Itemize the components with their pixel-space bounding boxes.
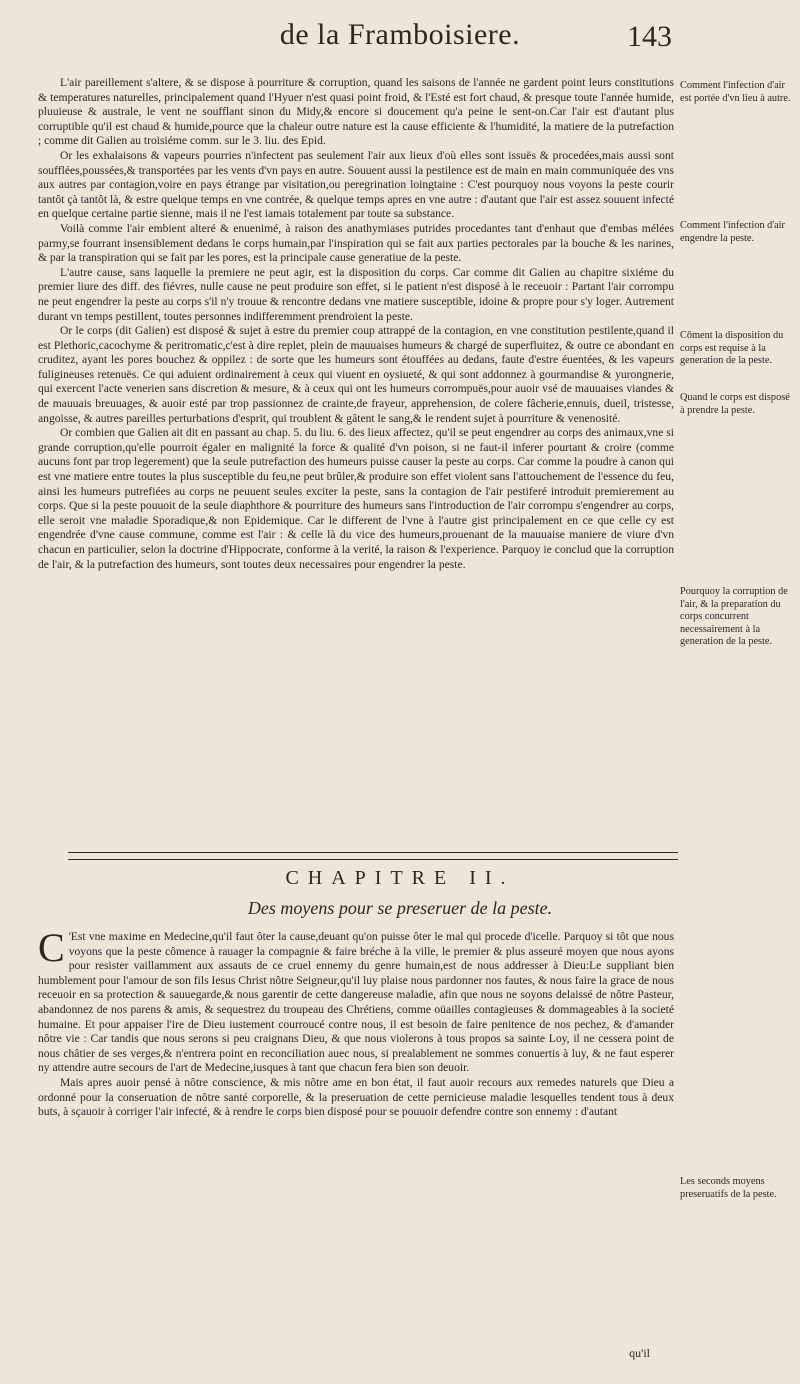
section-rule — [68, 852, 678, 860]
main-text-block — [38, 76, 674, 572]
drop-cap: C — [38, 925, 65, 970]
paragraph-text: 'Est vne maxime en Medecine,qu'il faut ôter la cause,deuant qu'on puisse ôter le mal qui procede d'icelle. Parquoy si tôt que nous voyons que la peste cômence à rauager la compagnie & faire bréche à la ville, le premier & plus asseuré moyen que nous ayons pour resister vaillamment aux assauts de ce cruel ennemy du genre humain,est de nous addresser à Dieu:Le suppliant bien humblement pour l'amour de son fils Iesus Christ nôtre Seigneur,qu'il luy plaise nous pardonner nos fautes, & nous faire la grace de nous receuoir en sa protection & sauuegarde,& nous garentir de cette dangereuse maladie, afin que nous ne soyons delaissé de nôtre Pasteur, abandonnez de nos parens & amis, & sequestrez du troupeau des Chrétiens, comme oüailles contagieuses & dommageables à la societé humaine. Et pour appaiser l'ire de Dieu iustement courroucé contre nous, il est besoin de faire penitence de nos pechez, & d'amander nôtre vie : Car tandis que nous serons si peu craignans Dieu, & que nous violerons à tous propos sa sainte Loy, il ne cessera point de nous châtier de ses verges,& n'entrera point en reconciliation auec nous, si prealablement ne sommes conuertis à luy, & ne faut esperer ny attendre autre secours de l'art de Medecine,iusques à tant que chacun fera bien son deuoir. — [38, 930, 674, 1075]
paragraph: L'air pareillement s'altere, & se dispose à pourriture & corruption, quand les saisons de l'année ne gardent point leurs constitutions & temperatures naturelles, principalement quand l'Hyuer n'est quasi point froid, & l'Esté est fort chaud, & presque toute l'année humide, pluuieuse & australe, le vent ne soufflant sinon du Midy,& encore si doucement qu'a peine le sent-on.Car l'air est d'autant plus corruptible qu'il est chaud & humide,pource que la chaleur outre nature est la cause efficiente & l'humidité, la matiere de la putrefaction ; comme dit Galien au troisiéme comm. sur le 3. liu. des Epid. — [38, 76, 674, 148]
running-title: de la Framboisiere. — [279, 18, 521, 51]
margin-note: Les seconds moyens preseruatifs de la peste. — [680, 1176, 777, 1200]
margin-note: Quand le corps est disposé à prendre la peste. — [680, 392, 790, 416]
paragraph: L'autre cause, sans laquelle la premiere ne peut agir, est la disposition du corps. Car comme dit Galien au chapitre sixiéme du premier liure des diff. des fiévres, nulle cause ne peut produire son effet, si le patient n'est disposé à le receuoir : Partant l'air corrompu ne peut engendrer la peste au corps s'il n'y trouue & rencontre dedans vne matiere susceptible, idoine & propre pour s'y loger. Autrement durant vn temps pestillent, toutes personnes indifferemment prendroient la peste. — [38, 265, 674, 323]
margin-note: Comment l'infection d'air engendre la peste. — [680, 220, 785, 244]
margin-note: Cōment la disposition du corps est requise à la generation de la peste. — [680, 330, 784, 367]
chapter-text-block — [38, 925, 674, 1120]
paragraph: Or le corps (dit Galien) est disposé & sujet à estre du premier coup attrappé de la contagion, en vne constitution pestilente,quand il est Plethoric,cacochyme & peritromatic,c'est à dire replet, plein de mauuaises humeurs & chargé de superfluitez, & outre ce abondant en cruditez, ayant les pores bouchez & oppilez : de sorte que les humeurs sont étouffées au dedans, faute d'estre éuentées, & les vapeurs fuligineuses retenuës. Ce qui aduient ordinairement à ceux qui viuent en oysiueté, & qui sont addonnez à gourmandise & yurongnerie, qui exercent l'acte venerien sans discretion & mesure, & à ceux qui ont les humeurs corrompuës,pour auoir vsé de mauuaises viandes & de mauuais breuuages, & auoir esté par trop passionnez de crainte,de frayeur, apprehension, de colere fâcherie,ennuis, dueil, tristesse, angoisse, & autres pareilles perturbations d'esprit, qui troublent & gâtent le sang,& le rendent sujet à pourriture & venenosité. — [38, 324, 674, 425]
margin-note: Pourquoy la corruption de l'air, & la preparation du corps concurrent necessairement à la generation de la peste. — [680, 586, 788, 648]
catchword: qu'il — [629, 1346, 650, 1360]
paragraph: Or combien que Galien ait dit en passant au chap. 5. du liu. 6. des lieux affectez, qu'il se peut engendrer au corps des animaux,vne si grande corruption,qu'elle pourroit égaler en malignité la force & qualité d'vn poison, si ne faut-il inferer pourtant & croire (comme aucuns font par trop legerement) que la seule putrefaction des humeurs puisse causer la peste au corps. Car comme la poudre à canon qui est vne matiere entre toutes la plus susceptible du feu,ne peut brûler,& produire son effet violent sans l'attouchement de l'essence du feu, ainsi les humeurs putrefiées au corps ne peuuent seules exciter la peste, sans la contagion de l'air pestiferé introduit premierement au corps. Que si la peste pouuoit de la seule diaphthore & pourriture des humeurs sans l'introduction de l'air corrompu s'engendrer au corps, elle seroit vne maladie Sporadique,& non Epidemique. Car le different de l'vne à l'autre gist principalement en ce que celle cy est engendrée d'vne cause commune, comme est l'air : & celle là du vice des humeurs,prouenant de la mauuaise maniere de viure d'vn chacun en particulier, selon la doctrine d'Hippocrate, conforme à la verité, la raison & l'experience. Parquoy ie conclud que la corruption de l'air, & la putrefaction des humeurs, sont toutes deux necessaires pour engendrer la peste. — [38, 426, 674, 571]
chapter-heading: CHAPITRE II. — [285, 867, 515, 889]
paragraph: Mais apres auoir pensé à nôtre conscience, & mis nôtre ame en bon état, il faut auoir recours aux remedes naturels que Dieu a ordonné pour la conseruation de nôtre santé corporelle, & la preseruation de cette pernicieuse maladie lesquelles tendent tous à deux buts, à sçauoir à corriger l'air infecté, & à rendre le corps bien disposé pour se pouuoir defendre contre son ennemy : d'autant — [38, 1075, 674, 1119]
paragraph: Voilà comme l'air embient alteré & enuenimé, à raison des anathymiases putrides procedantes tant d'enhaut que d'embas mélées parmy,se fourrant insensiblement dedans le corps humain,par l'inspiration qui se fait aux parties pectorales par la bouche & les narines, & par la transpiration qui se fait par les pores, est la principale cause generatiue de la peste. — [38, 221, 674, 265]
page-number: 143 — [627, 20, 672, 53]
chapter-title: Des moyens pour se preseruer de la peste. — [247, 898, 553, 918]
margin-note: Comment l'infection d'air est portée d'vn lieu à autre. — [680, 80, 791, 104]
running-head — [0, 18, 800, 62]
paragraph — [38, 925, 674, 1076]
paragraph: Or les exhalaisons & vapeurs pourries n'infectent pas seulement l'air aux lieux d'où elles sont issuës & procedées,mais aussi sont soufflées,poussées,& transportées par les vents d'vn pays en autre. Souuent aussi la pestilence est de main en main communiquée des vns aux autres par contagion,voire en pays étrange par visitation,ou peregrination loingtaine : C'est pourquoy nous voyons la peste courir tantôt çà tantôt là, & estre quelque temps en vne contrée, & quelque temps apres en vne autre : d'autant que l'air est assez souuent infecté en quelque certaine partie sienne, mais il ne l'est iamais totalement par toute sa substance. — [38, 148, 674, 221]
